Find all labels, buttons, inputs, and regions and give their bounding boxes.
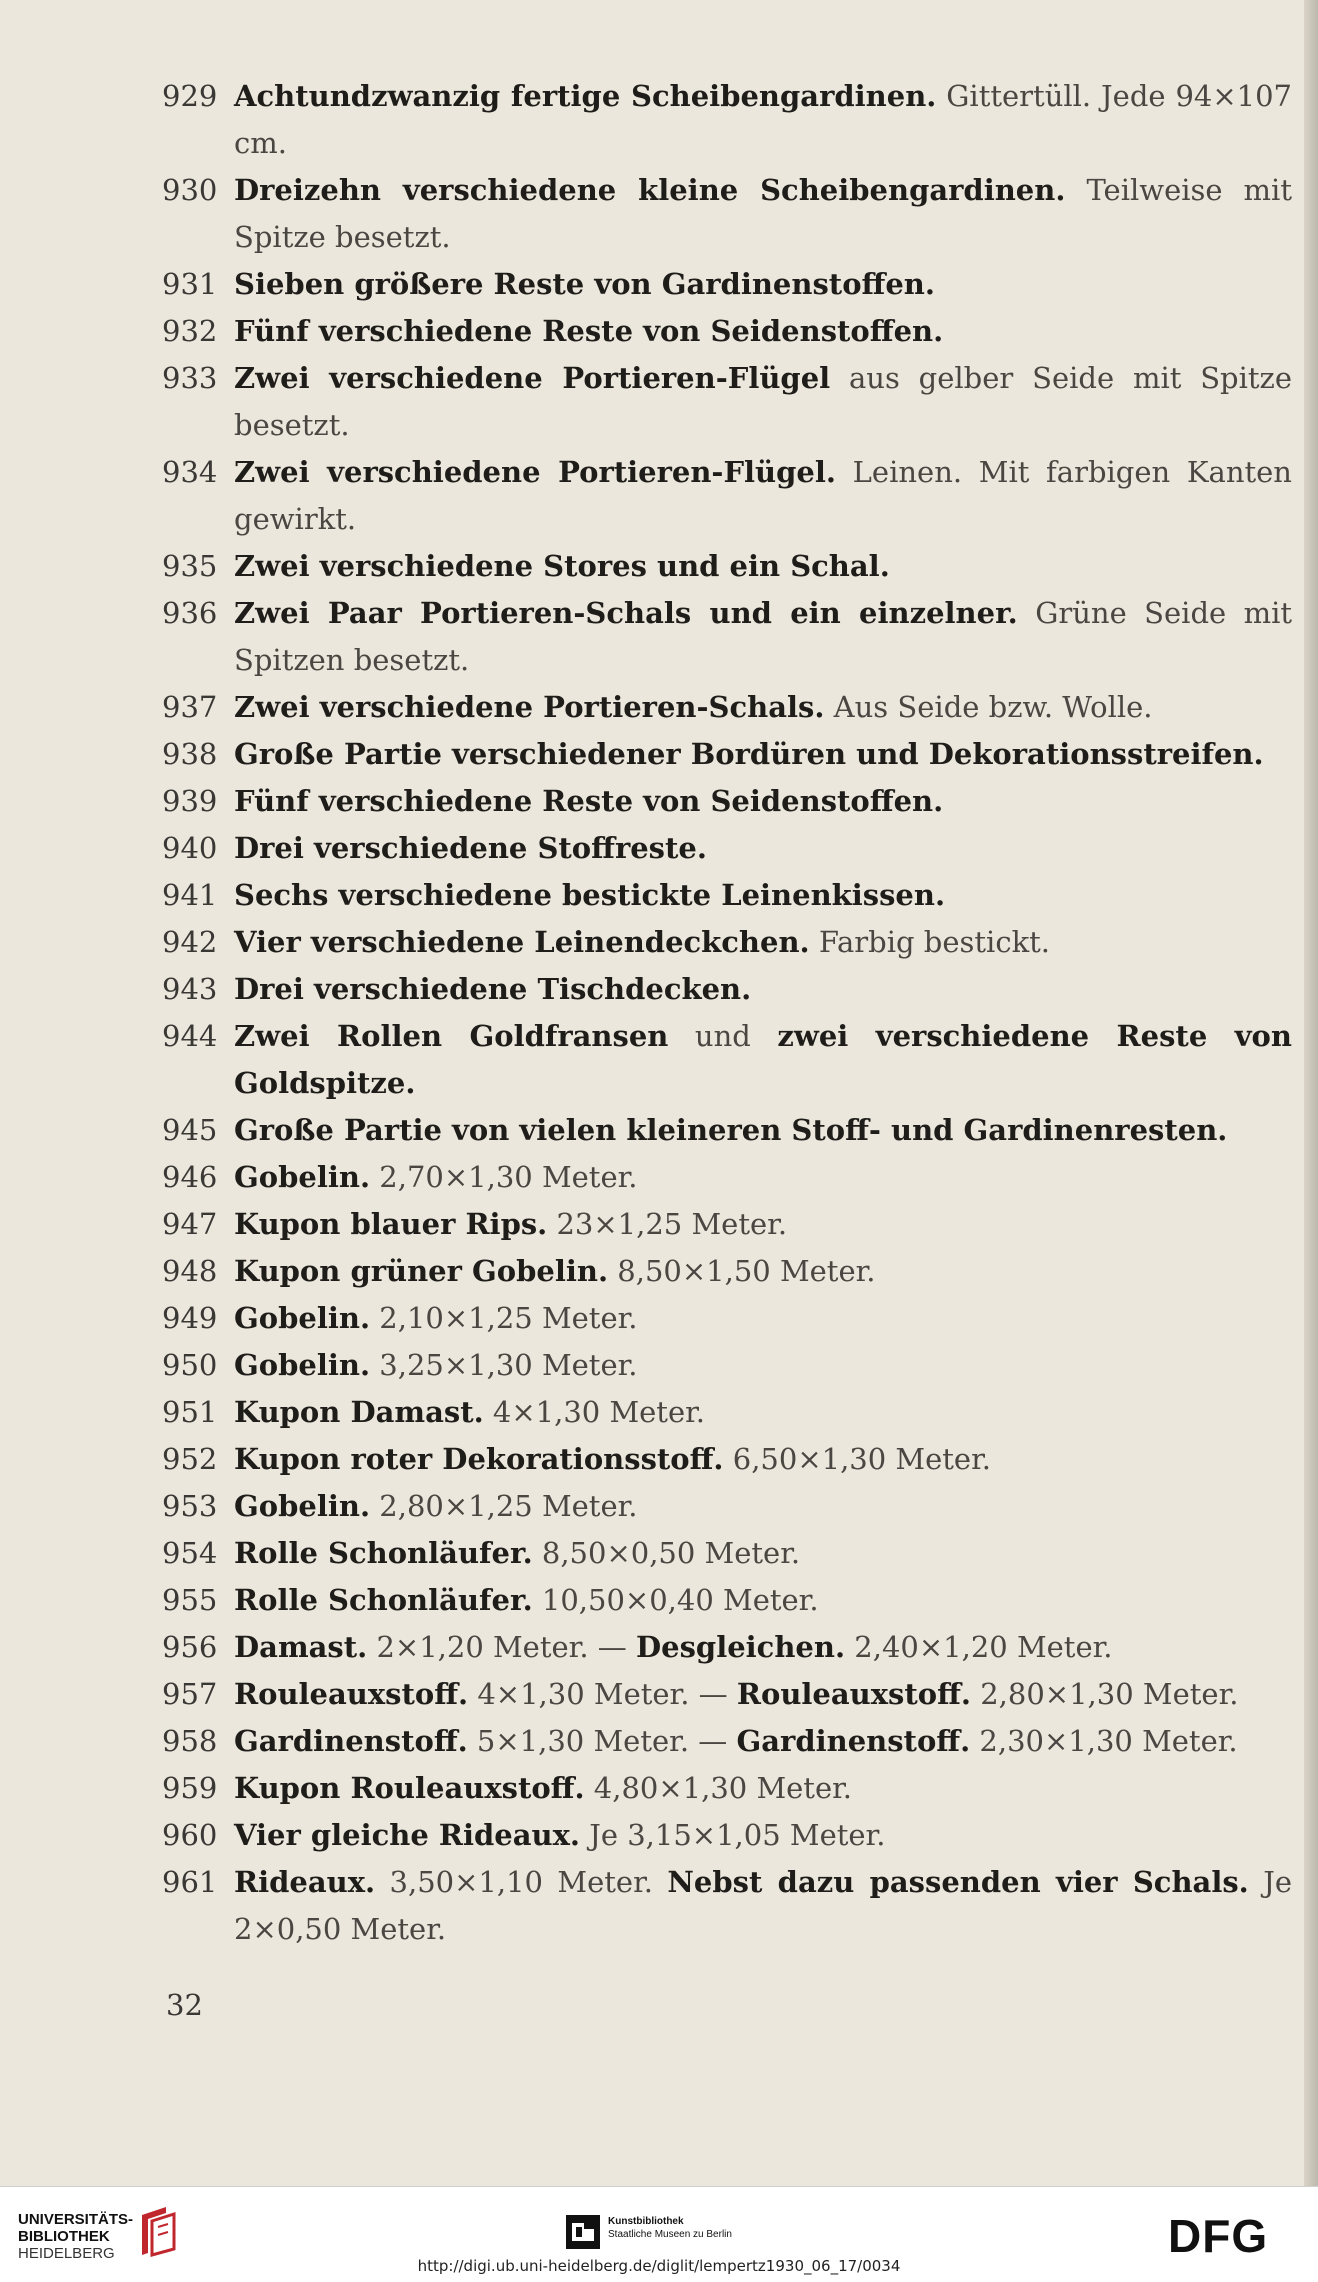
lot-description [234,966,1292,1013]
catalog-entry [162,966,1292,1013]
catalog-entry [162,590,1292,684]
lot-number: 931 [162,267,218,301]
lot-number: 952 [162,1442,218,1476]
lot-title-secondary: Rouleauxstoff. [736,1677,972,1711]
lot-details-secondary: 2,40×1,20 Meter. [845,1630,1113,1664]
catalog-entries [162,73,1292,1953]
lot-number: 936 [162,596,218,630]
catalog-entry [162,731,1292,778]
lot-details: Aus Seide bzw. Wolle. [824,690,1153,724]
lot-description [234,919,1292,966]
catalog-entry [162,167,1292,261]
lot-details: 4×1,30 Meter. [483,1395,706,1429]
lot-title: Zwei verschiedene Portieren-Flügel. [234,455,836,489]
catalog-entry [162,449,1292,543]
lot-number: 934 [162,455,218,489]
lot-details: 3,50×1,10 Meter. [375,1865,668,1899]
lot-number: 937 [162,690,218,724]
catalog-entry [162,1859,1292,1953]
catalog-entry [162,1154,1292,1201]
catalog-entry [162,1718,1292,1765]
lot-description [234,1812,1292,1859]
page-number: 32 [166,1988,203,2022]
lot-number: 940 [162,831,218,865]
lot-number: 939 [162,784,218,818]
lot-description [234,872,1292,919]
lot-title: Rouleauxstoff. [234,1677,469,1711]
lot-number: 950 [162,1348,218,1382]
lot-description [234,1436,1292,1483]
lot-title-secondary: Gardinenstoff. [736,1724,971,1758]
catalog-entry [162,1483,1292,1530]
catalog-entry [162,825,1292,872]
lot-number: 930 [162,173,218,207]
lot-details: Farbig bestickt. [809,925,1051,959]
lot-title: Achtundzwanzig fertige Scheibengardinen. [234,79,937,113]
lot-details: 6,50×1,30 Meter. [723,1442,991,1476]
catalog-entry [162,73,1292,167]
lot-number: 938 [162,737,218,771]
catalog-entry [162,1389,1292,1436]
lot-title: Damast. [234,1630,368,1664]
catalog-entry [162,1530,1292,1577]
lot-description [234,1248,1292,1295]
lot-description [234,355,1292,449]
lot-number: 929 [162,79,218,113]
lot-details: aus gelber Seide mit Spitze besetzt. [234,361,1292,442]
lot-title: Gobelin. [234,1489,371,1523]
catalog-entry [162,1295,1292,1342]
catalog-entry [162,1013,1292,1107]
lot-title: Fünf verschiedene Reste von Seidenstoffen. [234,784,944,818]
lot-title: Rolle Schonläufer. [234,1583,533,1617]
lot-details: 10,50×0,40 Meter. [532,1583,819,1617]
lot-description [234,684,1292,731]
lot-title: Sechs verschiedene bestickte Leinenkissen. [234,878,946,912]
lot-number: 942 [162,925,218,959]
lot-title: Kupon blauer Rips. [234,1207,548,1241]
lot-details: Teilweise mit Spitze besetzt. [234,173,1292,254]
lot-number: 951 [162,1395,218,1429]
lot-title: Zwei verschiedene Stores und ein Schal. [234,549,890,583]
library-name-line2: BIBLIOTHEK [18,2228,110,2245]
catalog-entry [162,1107,1292,1154]
catalog-entry [162,1765,1292,1812]
lot-details-secondary: 2,30×1,30 Meter. [970,1724,1238,1758]
lot-details: 2,80×1,25 Meter. [370,1489,638,1523]
catalog-entry [162,543,1292,590]
kunstbibliothek-line2: Staatliche Museen zu Berlin [608,2229,732,2240]
lot-title: Rolle Schonläufer. [234,1536,533,1570]
lot-description [234,1859,1292,1953]
lot-details: 23×1,25 Meter. [547,1207,788,1241]
lot-title: Kupon grüner Gobelin. [234,1254,609,1288]
lot-details: 4,80×1,30 Meter. [584,1771,853,1805]
lot-title: Rideaux. [234,1865,376,1899]
lot-description [234,1577,1292,1624]
lot-number: 956 [162,1630,218,1664]
lot-title-secondary: Desgleichen. [636,1630,846,1664]
lot-title: Zwei verschiedene Portieren-Schals. [234,690,825,724]
lot-number: 935 [162,549,218,583]
lot-details: und [668,1019,778,1053]
lot-number: 954 [162,1536,218,1570]
permalink-url[interactable]: http://digi.ub.uni-heidelberg.de/diglit/lempertz1930_06_17/0034 [417,2257,901,2275]
catalog-entry [162,1342,1292,1389]
lot-title: Zwei Paar Portieren-Schals und ein einzelner. [234,596,1018,630]
lot-description [234,1483,1292,1530]
lot-description [234,1671,1292,1718]
lot-number: 947 [162,1207,218,1241]
lot-details: Je 3,15×1,05 Meter. [580,1818,886,1852]
catalog-entry [162,872,1292,919]
lot-details: 8,50×1,50 Meter. [608,1254,876,1288]
lot-description [234,449,1292,543]
lot-description [234,1154,1292,1201]
lot-title: Zwei verschiedene Portieren-Flügel [234,361,831,395]
lot-description [234,308,1292,355]
lot-number: 958 [162,1724,218,1758]
lot-title-secondary: zwei verschiedene Reste von Goldspitze. [234,1019,1292,1100]
dfg-logo: DFG [1168,2210,1269,2262]
lot-details: 2×1,20 Meter. — [367,1630,636,1664]
catalog-entry [162,1671,1292,1718]
lot-description [234,1718,1292,1765]
lot-number: 949 [162,1301,218,1335]
lot-title: Kupon roter Dekorationsstoff. [234,1442,724,1476]
lot-number: 955 [162,1583,218,1617]
lot-title: Gobelin. [234,1160,371,1194]
lot-description [234,1107,1292,1154]
catalog-entry [162,1436,1292,1483]
kunstbibliothek-logo-icon [566,2215,600,2253]
viewer-footer [0,2186,1318,2282]
lot-details: 3,25×1,30 Meter. [370,1348,638,1382]
lot-details: 2,70×1,30 Meter. [370,1160,638,1194]
catalog-entry [162,1248,1292,1295]
lot-description [234,1013,1292,1107]
catalog-entry [162,684,1292,731]
lot-title: Gardinenstoff. [234,1724,468,1758]
lot-description [234,778,1292,825]
lot-title-secondary: Nebst dazu passenden vier Schals. [667,1865,1249,1899]
kunstbibliothek-line1: Kunstbibliothek [608,2216,684,2227]
lot-title: Große Partie verschiedener Bordüren und Dekorationsstreifen. [234,737,1264,771]
lot-description [234,1295,1292,1342]
lot-number: 941 [162,878,218,912]
lot-title: Dreizehn verschiedene kleine Scheibengardinen. [234,173,1066,207]
catalog-entry [162,1577,1292,1624]
lot-number: 959 [162,1771,218,1805]
lot-title: Drei verschiedene Stoffreste. [234,831,707,865]
lot-details-secondary: 2,80×1,30 Meter. [971,1677,1239,1711]
lot-details: Grüne Seide mit Spitzen besetzt. [234,596,1292,677]
lot-description [234,1389,1292,1436]
catalog-entry [162,778,1292,825]
lot-title: Zwei Rollen Goldfransen [234,1019,669,1053]
lot-number: 961 [162,1865,218,1899]
lot-title: Fünf verschiedene Reste von Seidenstoffen. [234,314,944,348]
lot-title: Gobelin. [234,1348,371,1382]
lot-number: 943 [162,972,218,1006]
lot-title: Kupon Rouleauxstoff. [234,1771,585,1805]
lot-description [234,1530,1292,1577]
kunstbibliothek-name [608,2215,732,2241]
lot-number: 960 [162,1818,218,1852]
catalog-entry [162,308,1292,355]
lot-description [234,1201,1292,1248]
lot-title: Vier gleiche Rideaux. [234,1818,580,1852]
page-edge [1304,0,1318,2186]
lot-number: 945 [162,1113,218,1147]
lot-details: Leinen. Mit farbigen Kanten gewirkt. [234,455,1292,536]
lot-description [234,731,1292,778]
catalog-entry [162,1812,1292,1859]
lot-description [234,1342,1292,1389]
lot-description [234,543,1292,590]
lot-details: 5×1,30 Meter. — [467,1724,737,1758]
lot-title: Kupon Damast. [234,1395,484,1429]
lot-details: 4×1,30 Meter. — [468,1677,737,1711]
lot-description [234,1624,1292,1671]
lot-title: Gobelin. [234,1301,371,1335]
lot-number: 946 [162,1160,218,1194]
lot-number: 944 [162,1019,218,1053]
lot-number: 948 [162,1254,218,1288]
lot-description [234,261,1292,308]
university-library-logo-icon [136,2205,178,2261]
library-name-line3: HEIDELBERG [18,2245,115,2262]
lot-description [234,825,1292,872]
lot-details-secondary: Je 2×0,50 Meter. [234,1865,1292,1946]
catalog-entry [162,1201,1292,1248]
lot-title: Große Partie von vielen kleineren Stoff- und Gardinenresten. [234,1113,1228,1147]
lot-number: 932 [162,314,218,348]
catalog-entry [162,355,1292,449]
lot-details: Gittertüll. Jede 94×107 cm. [234,79,1293,160]
catalog-entry [162,919,1292,966]
lot-description [234,1765,1292,1812]
library-name-line1: UNIVERSITÄTS- [18,2211,134,2228]
catalog-entry [162,261,1292,308]
lot-number: 953 [162,1489,218,1523]
lot-details: 8,50×0,50 Meter. [532,1536,801,1570]
lot-number: 933 [162,361,218,395]
lot-description [234,73,1292,167]
library-name [18,2211,133,2262]
catalog-entry [162,1624,1292,1671]
lot-title: Vier verschiedene Leinendeckchen. [234,925,810,959]
lot-title: Sieben größere Reste von Gardinenstoffen. [234,267,935,301]
lot-description [234,167,1292,261]
lot-description [234,590,1292,684]
lot-title: Drei verschiedene Tischdecken. [234,972,752,1006]
lot-details: 2,10×1,25 Meter. [370,1301,638,1335]
lot-number: 957 [162,1677,218,1711]
